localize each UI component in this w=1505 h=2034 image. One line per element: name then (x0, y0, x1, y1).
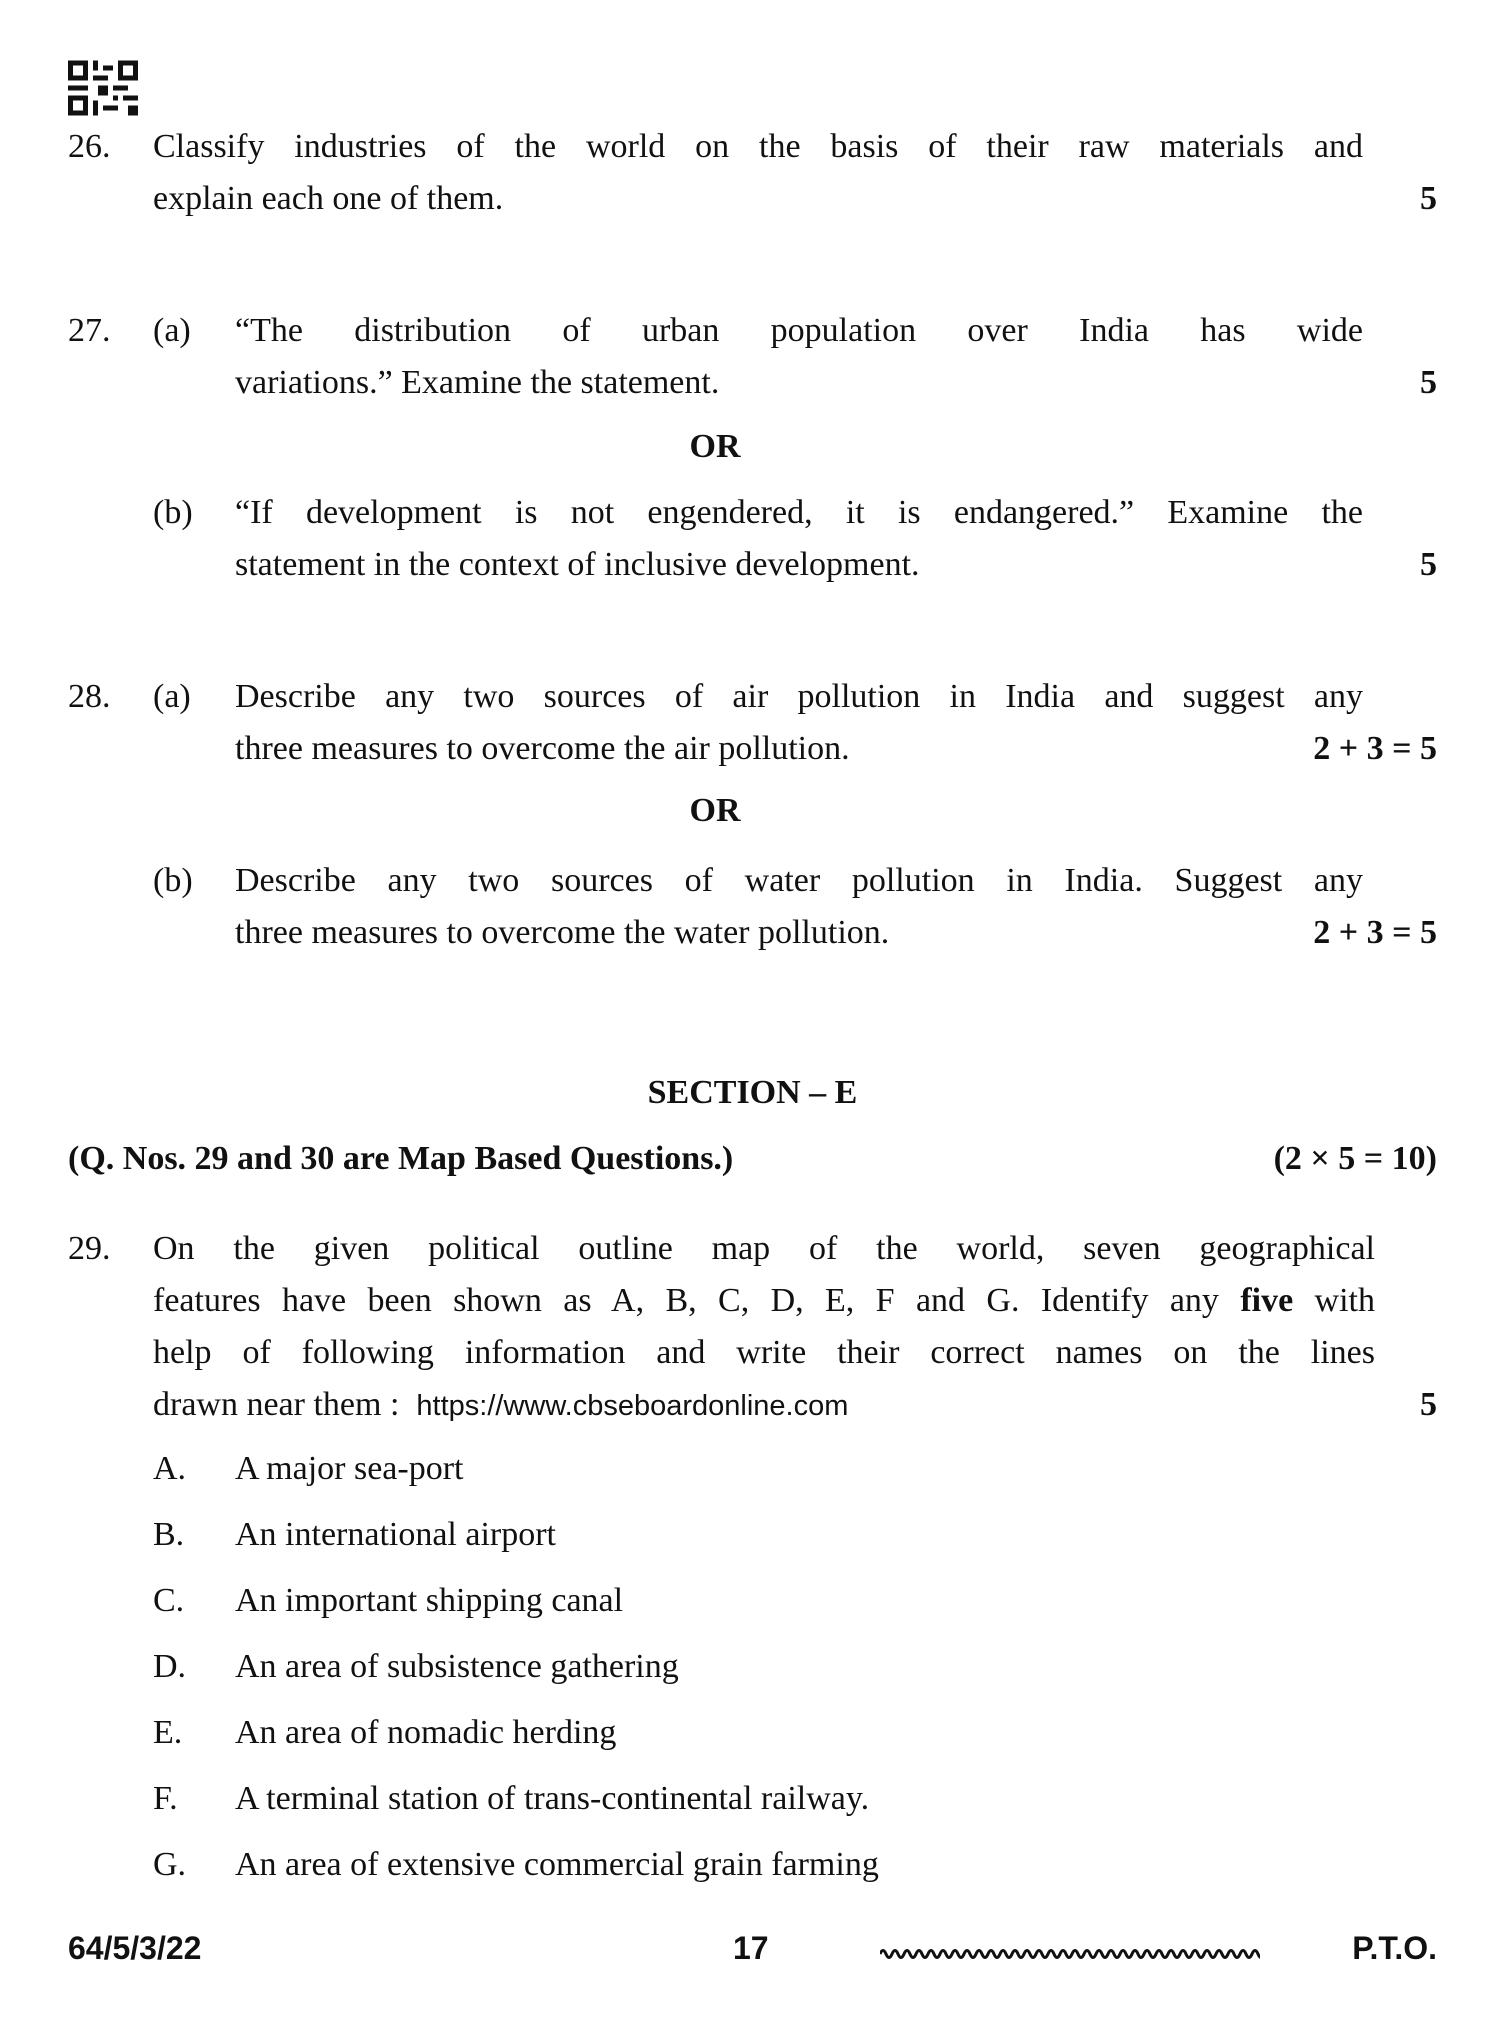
list-item: An area of nomadic herding (235, 1714, 617, 1751)
question-number: 27. (68, 312, 111, 349)
list-item: An area of subsistence gathering (235, 1648, 679, 1685)
marks: 5 (1420, 1386, 1437, 1423)
marks: 5 (1420, 180, 1437, 217)
question-text: drawn near them : https://www.cbseboardonline.com (153, 1386, 849, 1423)
list-item-letter: E. (153, 1714, 183, 1751)
question-number: 28. (68, 678, 111, 715)
question-text: features have been shown as A, B, C, D, E, F and G. Identify any five with (153, 1282, 1375, 1319)
question-text: “The distribution of urban population over India has wide (235, 312, 1363, 349)
qr-code-icon (68, 60, 138, 116)
list-item: A major sea-port (235, 1450, 464, 1487)
option-label: (a) (153, 678, 191, 715)
option-label: (b) (153, 494, 193, 531)
question-text: statement in the context of inclusive development. (235, 546, 920, 583)
question-text: On the given political outline map of the world, seven geographical (153, 1230, 1375, 1267)
option-label: (a) (153, 312, 191, 349)
list-item-letter: B. (153, 1516, 185, 1553)
list-item-letter: D. (153, 1648, 187, 1685)
page-number: 17 (733, 1930, 769, 1966)
question-text: three measures to overcome the water pollution. (235, 914, 890, 951)
list-item: A terminal station of trans-continental railway. (235, 1780, 870, 1817)
or-separator: OR (689, 792, 741, 829)
list-item: An important shipping canal (235, 1582, 624, 1619)
list-item-letter: G. (153, 1846, 187, 1883)
question-text: Describe any two sources of air pollution in India and suggest any (235, 678, 1363, 715)
question-number: 29. (68, 1230, 111, 1267)
list-item: An international airport (235, 1516, 557, 1553)
question-text: Classify industries of the world on the basis of their raw materials and (153, 128, 1363, 165)
section-note: (Q. Nos. 29 and 30 are Map Based Questions.) (68, 1140, 734, 1177)
list-item-letter: C. (153, 1582, 185, 1619)
section-marks: (2 × 5 = 10) (1273, 1140, 1437, 1177)
list-item: An area of extensive commercial grain farming (235, 1846, 879, 1883)
question-text: Describe any two sources of water pollution in India. Suggest any (235, 862, 1363, 899)
paper-code: 64/5/3/22 (68, 1930, 202, 1966)
marks: 5 (1420, 546, 1437, 583)
pto-label: P.T.O. (1352, 1930, 1437, 1966)
wavy-divider-icon (880, 1946, 1260, 1962)
section-title: SECTION – E (647, 1074, 858, 1111)
question-text: three measures to overcome the air pollution. (235, 730, 850, 767)
marks: 2 + 3 = 5 (1313, 914, 1437, 951)
question-text: explain each one of them. (153, 180, 504, 217)
question-number: 26. (68, 128, 111, 165)
question-text: “If development is not engendered, it is endangered.” Examine the (235, 494, 1363, 531)
option-label: (b) (153, 862, 193, 899)
marks: 2 + 3 = 5 (1313, 730, 1437, 767)
list-item-letter: A. (153, 1450, 187, 1487)
question-text: help of following information and write their correct names on the lines (153, 1334, 1375, 1371)
list-item-letter: F. (153, 1780, 178, 1817)
or-separator: OR (689, 428, 741, 465)
marks: 5 (1420, 364, 1437, 401)
source-url: https://www.cbseboardonline.com (416, 1390, 849, 1422)
question-text: variations.” Examine the statement. (235, 364, 720, 401)
